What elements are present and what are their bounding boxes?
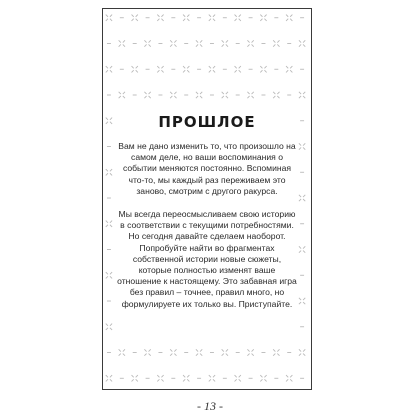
pattern-motif — [106, 15, 124, 21]
pattern-motif — [299, 40, 311, 46]
pattern-motif — [144, 349, 162, 355]
pattern-motif — [103, 143, 111, 149]
paragraph-2: Мы всегда переосмысливаем свою историю в соответствии с текущими потребностями. Но сегодня давайте сделаем наоборот. Попробуйте найти во фрагментах собственной истории новые сюжеты, которые полностью изменят ваше отношение к настоящему. Это забавная игра без правил – точнее, правил много, но формулируете их только вы. Приступайте. — [117, 209, 297, 309]
pattern-motif — [132, 66, 150, 72]
pattern-motif — [119, 349, 137, 355]
pattern-motif — [260, 375, 278, 381]
pattern-motif — [209, 375, 227, 381]
pattern-motif — [106, 375, 124, 381]
pattern-motif — [196, 92, 214, 98]
pattern-motif — [132, 15, 150, 21]
pattern-motif — [273, 92, 291, 98]
pattern-motif — [103, 40, 111, 46]
pattern-motif — [299, 92, 311, 98]
section-heading: ПРОШЛОЕ — [158, 113, 256, 131]
pattern-motif — [209, 66, 227, 72]
pattern-motif — [235, 15, 253, 21]
pattern-motif — [286, 375, 304, 381]
pattern-motif — [260, 66, 278, 72]
text-panel — [117, 105, 297, 341]
pattern-motif — [273, 349, 291, 355]
pattern-motif — [144, 92, 162, 98]
pattern-motif — [119, 92, 137, 98]
pattern-motif — [170, 40, 188, 46]
pattern-motif — [286, 66, 304, 72]
pattern-motif — [260, 15, 278, 21]
pattern-motif — [103, 195, 111, 201]
pattern-motif — [209, 15, 227, 21]
pattern-motif — [273, 40, 291, 46]
pattern-motif — [299, 349, 311, 355]
pattern-motif — [183, 15, 201, 21]
page-frame — [102, 8, 312, 390]
pattern-motif — [106, 66, 124, 72]
pattern-motif — [103, 298, 111, 304]
pattern-motif — [119, 40, 137, 46]
pattern-motif — [157, 66, 175, 72]
pattern-motif — [157, 15, 175, 21]
pattern-motif — [235, 375, 253, 381]
pattern-motif — [170, 349, 188, 355]
pattern-motif — [299, 143, 311, 149]
pattern-motif — [247, 349, 265, 355]
pattern-motif — [103, 349, 111, 355]
pattern-motif — [196, 40, 214, 46]
pattern-motif — [132, 375, 150, 381]
pattern-motif — [299, 298, 311, 304]
pattern-motif — [170, 92, 188, 98]
page-number: - 13 - — [197, 399, 223, 413]
pattern-motif — [144, 40, 162, 46]
pattern-motif — [247, 40, 265, 46]
pattern-motif — [222, 92, 240, 98]
pattern-motif — [299, 195, 311, 201]
paragraph-1: Вам не дано изменить то, что произошло на самом деле, но ваши воспоминания о событии меняются постоянно. Вспоминая что-то, мы каждый раз переживаем это заново, смотрим с другого ракурса. — [118, 141, 296, 196]
pattern-motif — [222, 40, 240, 46]
pattern-motif — [183, 375, 201, 381]
pattern-motif — [222, 349, 240, 355]
pattern-motif — [235, 66, 253, 72]
pattern-motif — [103, 92, 111, 98]
pattern-motif — [299, 246, 311, 252]
pattern-motif — [103, 246, 111, 252]
pattern-motif — [157, 375, 175, 381]
pattern-motif — [183, 66, 201, 72]
pattern-motif — [196, 349, 214, 355]
pattern-motif — [247, 92, 265, 98]
pattern-motif — [286, 15, 304, 21]
